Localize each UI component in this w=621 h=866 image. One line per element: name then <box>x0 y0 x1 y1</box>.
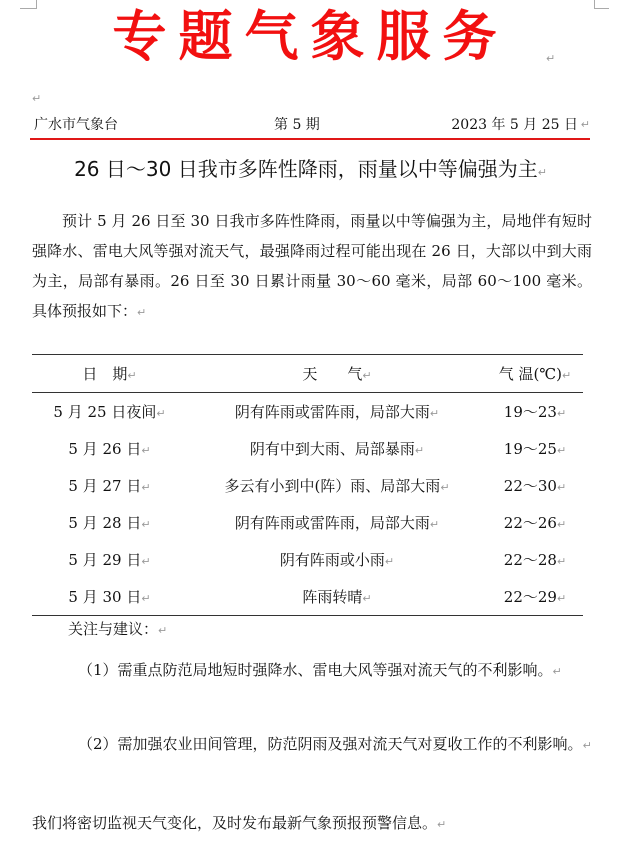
advice-heading: 关注与建议：↵ <box>68 620 168 638</box>
table-row <box>32 541 583 578</box>
issue-number: 第 5 期 <box>274 117 320 133</box>
intro-text: 预计 5 月 26 日至 30 日我市多阵性降雨，雨量以中等偏强为主，局地伴有短时强降水、雷电大风等强对流天气，最强降雨过程可能出现在 26 日，大部以中到大雨为主，局部有暴雨。26 日至 30 日累计雨量 30～60 毫米，局部 60～100 毫米。具体预报如下： <box>32 212 592 320</box>
paragraph-mark: ↵ <box>137 306 147 319</box>
row-date: 5 月 26 日↵ <box>68 440 151 458</box>
table-row <box>32 430 583 467</box>
row-weather: 阴有阵雨或雷阵雨，局部大雨↵ <box>234 514 440 532</box>
header-temp: 气 温(℃)↵ <box>498 365 572 383</box>
row-weather: 阴有阵雨或雷阵雨，局部大雨↵ <box>234 403 440 421</box>
issuer-name: 广水市气象台 <box>34 117 118 133</box>
paragraph-mark: ↵ <box>582 739 592 752</box>
row-temp: 22～29↵ <box>503 588 567 606</box>
row-weather: 阵雨转晴↵ <box>302 588 372 606</box>
row-temp: 22～26↵ <box>503 514 567 532</box>
issue-date: 2023 年 5 月 25 日 <box>451 117 578 133</box>
headline-text: 26 日～30 日我市多阵性降雨，雨量以中等偏强为主 <box>74 157 538 181</box>
advice-item-1: （1）需重点防范局地短时强降水、雷电大风等强对流天气的不利影响。↵ <box>78 661 562 679</box>
paragraph-mark: ↵ <box>546 52 556 65</box>
row-date: 5 月 28 日↵ <box>68 514 151 532</box>
row-temp: 19～23↵ <box>503 403 567 421</box>
red-divider-line <box>30 138 590 140</box>
masthead-title: 专题气象服务 <box>112 5 509 68</box>
row-weather: 阴有中到大雨、局部暴雨↵ <box>249 440 425 458</box>
row-date: 5 月 30 日↵ <box>68 588 151 606</box>
paragraph-mark: ↵ <box>32 92 42 105</box>
table-row <box>32 467 583 504</box>
intro-paragraph <box>32 206 592 328</box>
row-temp: 22～28↵ <box>503 551 567 569</box>
row-weather: 阴有阵雨或小雨↵ <box>279 551 395 569</box>
row-temp: 22～30↵ <box>503 477 567 495</box>
row-date: 5 月 25 日夜间↵ <box>53 403 166 421</box>
closing-paragraph: 我们将密切监视天气变化，及时发布最新气象预报预警信息。↵ <box>32 814 447 832</box>
header-date: 日 期↵ <box>82 365 137 383</box>
row-weather: 多云有小到中(阵）雨、局部大雨↵ <box>224 477 450 495</box>
issue-info-row <box>34 114 590 136</box>
paragraph-mark: ↵ <box>537 166 547 179</box>
row-date: 5 月 27 日↵ <box>68 477 151 495</box>
paragraph-mark: ↵ <box>580 118 590 131</box>
paragraph-mark: ↵ <box>437 818 447 831</box>
row-temp: 19～25↵ <box>503 440 567 458</box>
header-weather: 天 气↵ <box>302 365 372 383</box>
row-date: 5 月 29 日↵ <box>68 551 151 569</box>
table-row <box>32 578 583 616</box>
advice-item-2: （2）需加强农业田间管理，防范阴雨及强对流天气对夏收工作的不利影响。↵ <box>78 735 592 753</box>
table-row <box>32 393 583 431</box>
paragraph-mark: ↵ <box>552 665 562 678</box>
headline <box>0 152 621 190</box>
table-row <box>32 504 583 541</box>
table-header-row <box>32 355 583 393</box>
paragraph-mark: ↵ <box>158 624 168 637</box>
forecast-table <box>32 354 583 616</box>
